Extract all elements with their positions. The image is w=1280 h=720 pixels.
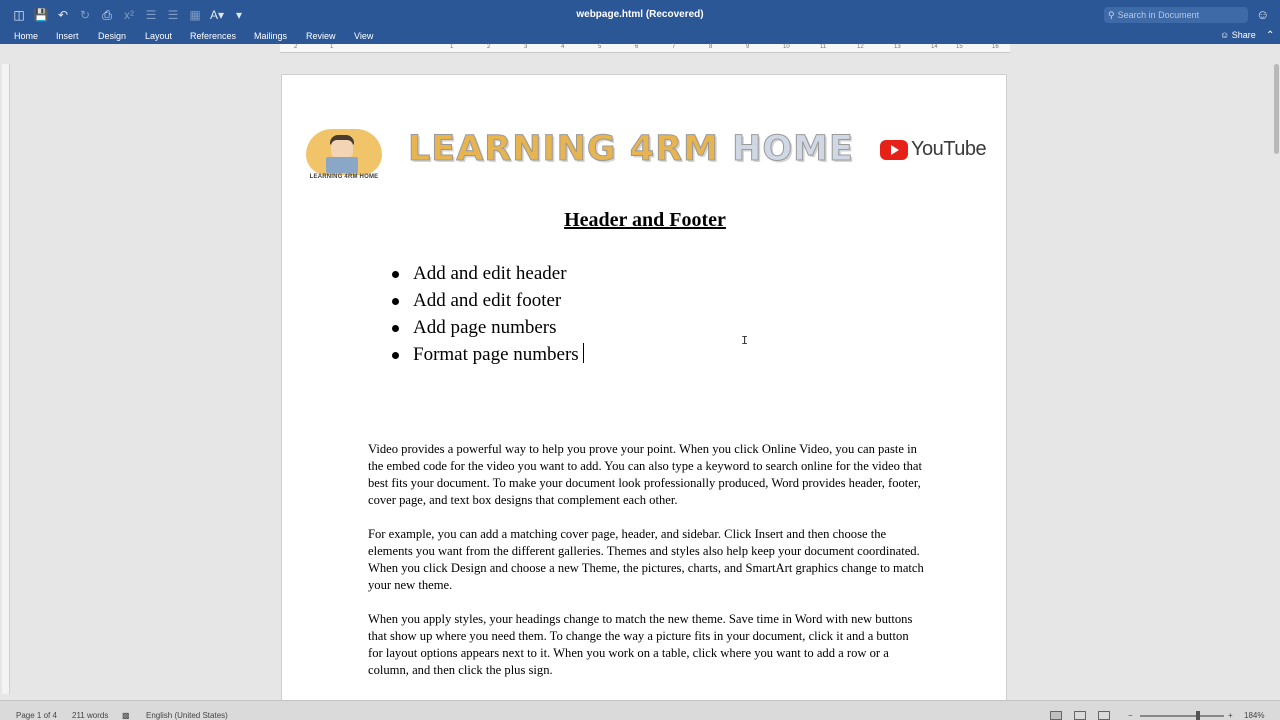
- zoom-level[interactable]: 184%: [1244, 711, 1265, 720]
- list2-icon[interactable]: ☰: [167, 8, 179, 22]
- scrollbar-thumb[interactable]: [1274, 64, 1279, 154]
- bullet-item[interactable]: [390, 260, 584, 287]
- ruler-number: 3: [524, 44, 528, 50]
- undo-icon[interactable]: ↶: [57, 8, 69, 22]
- print-icon[interactable]: ⎙: [102, 7, 112, 22]
- ruler-number: 8: [709, 44, 713, 50]
- search-box[interactable]: [1104, 7, 1248, 23]
- collapse-ribbon-icon[interactable]: ⌃: [1266, 30, 1275, 41]
- paragraph[interactable]: When you apply styles, your headings change to match the new theme. Save time in Word with new buttons that show up where you need them. To change the way a picture fits in your document, click it and a button for layout options appears next to it. When you work on a table, click where you want to add a row or a column, and then click the plus sign.: [368, 612, 913, 677]
- sidebar-icon[interactable]: ◫: [13, 8, 25, 22]
- bullet-text: Add page numbers: [413, 317, 557, 338]
- ruler-number: 2: [487, 44, 491, 50]
- ruler-number: 14: [931, 44, 938, 50]
- body-text[interactable]: [368, 441, 924, 696]
- word-count[interactable]: 211 words: [72, 711, 109, 720]
- document-heading[interactable]: Header and Footer: [564, 209, 726, 231]
- status-bar: [0, 700, 1280, 720]
- document-page[interactable]: [281, 74, 1007, 714]
- ruler-number: 1: [450, 44, 454, 50]
- superscript-icon[interactable]: x²: [124, 8, 134, 22]
- print-layout-icon[interactable]: [1050, 711, 1062, 720]
- person-icon: ☺: [1220, 30, 1230, 40]
- text-cursor: [583, 343, 584, 363]
- ruler-number: 16: [992, 44, 999, 50]
- zoom-slider-thumb[interactable]: [1196, 711, 1200, 720]
- youtube-play-icon: [880, 140, 908, 160]
- ribbon-tabs: [0, 30, 1280, 44]
- ruler-number: 6: [635, 44, 639, 50]
- banner-text: LEARNING 4RM: [408, 129, 733, 169]
- paragraph[interactable]: Video provides a powerful way to help you prove your point. When you click Online Video, you can paste in the embed code for the video you want to add. You can also type a keyword to search online for the video that best fits your document. To make your document look professionally produced, Word provides header, footer, cover page, and text box designs that complement each other.: [368, 442, 922, 507]
- tab-view[interactable]: View: [354, 31, 374, 41]
- bullet-item[interactable]: [390, 341, 584, 368]
- proofing-icon[interactable]: ▩: [122, 711, 130, 720]
- tab-insert[interactable]: Insert: [56, 31, 79, 41]
- channel-logo: [304, 129, 384, 185]
- ruler-number: 7: [672, 44, 676, 50]
- ruler-number: 1: [330, 44, 334, 50]
- tab-home[interactable]: Home: [14, 31, 39, 41]
- logo-head: [331, 140, 353, 158]
- youtube-wordmark: YouTube: [911, 138, 987, 160]
- ruler-number: 13: [894, 44, 901, 50]
- document-title: webpage.html (Recovered): [576, 9, 704, 20]
- feedback-smiley-icon[interactable]: ☺: [1256, 7, 1270, 22]
- banner-text-home: HOME: [732, 129, 854, 169]
- customize-icon[interactable]: ▾: [235, 8, 243, 22]
- bullet-item[interactable]: [390, 287, 584, 314]
- ruler-number: 2: [294, 44, 298, 50]
- search-icon: ⚲: [1108, 9, 1115, 20]
- redo-icon[interactable]: ↻: [79, 8, 91, 22]
- ruler-number: 15: [956, 44, 963, 50]
- font-color-icon[interactable]: A▾: [209, 8, 225, 22]
- tab-mailings[interactable]: Mailings: [254, 31, 288, 41]
- web-layout-icon[interactable]: [1074, 711, 1086, 720]
- header-banner: [408, 129, 854, 169]
- bullet-list[interactable]: [390, 260, 584, 368]
- tab-design[interactable]: Design: [98, 31, 127, 41]
- ruler-area: [0, 44, 1280, 54]
- paragraph[interactable]: For example, you can add a matching cover page, header, and sidebar. Click Insert and then choose the elements you want from the different galleries. Themes and styles also help keep your document coordinated. When you click Design and choose a new Theme, the pictures, charts, and SmartArt graphics change to match your new theme.: [368, 527, 924, 592]
- tab-references[interactable]: References: [190, 31, 237, 41]
- language-indicator[interactable]: English (United States): [146, 711, 228, 720]
- ruler-number: 4: [561, 44, 565, 50]
- ruler-number: 9: [746, 44, 750, 50]
- vertical-scrollbar[interactable]: [1272, 54, 1280, 700]
- youtube-logo: [880, 138, 986, 161]
- ibeam-cursor-icon: I: [741, 334, 749, 348]
- logo-caption: LEARNING 4RM HOME: [309, 174, 379, 180]
- search-input[interactable]: [1118, 10, 1238, 20]
- zoom-out-icon[interactable]: −: [1128, 711, 1133, 720]
- tab-review[interactable]: Review: [306, 31, 336, 41]
- zoom-slider[interactable]: [1140, 715, 1224, 717]
- title-bar: [0, 0, 1280, 30]
- bullet-text: Add and edit footer: [413, 290, 562, 311]
- laptop-icon: [326, 157, 358, 173]
- ruler-number: 11: [820, 44, 827, 50]
- share-button[interactable]: [1220, 30, 1256, 40]
- share-label: Share: [1231, 30, 1256, 40]
- horizontal-ruler[interactable]: [280, 44, 1010, 53]
- ruler-number: 10: [783, 44, 790, 50]
- zoom-in-icon[interactable]: +: [1228, 711, 1233, 720]
- bullet-item[interactable]: [390, 314, 584, 341]
- table-icon[interactable]: ▦: [189, 8, 201, 22]
- bullet-text: Add and edit header: [413, 263, 567, 284]
- ruler-number: 5: [598, 44, 602, 50]
- bullet-text: Format page numbers: [413, 344, 579, 365]
- page-count[interactable]: Page 1 of 4: [16, 711, 57, 720]
- tab-layout[interactable]: Layout: [145, 31, 173, 41]
- save-icon[interactable]: 💾: [33, 8, 49, 22]
- ruler-number: 12: [857, 44, 864, 50]
- vertical-ruler[interactable]: [2, 64, 10, 694]
- list-icon[interactable]: ☰: [145, 8, 157, 22]
- focus-view-icon[interactable]: [1098, 711, 1110, 720]
